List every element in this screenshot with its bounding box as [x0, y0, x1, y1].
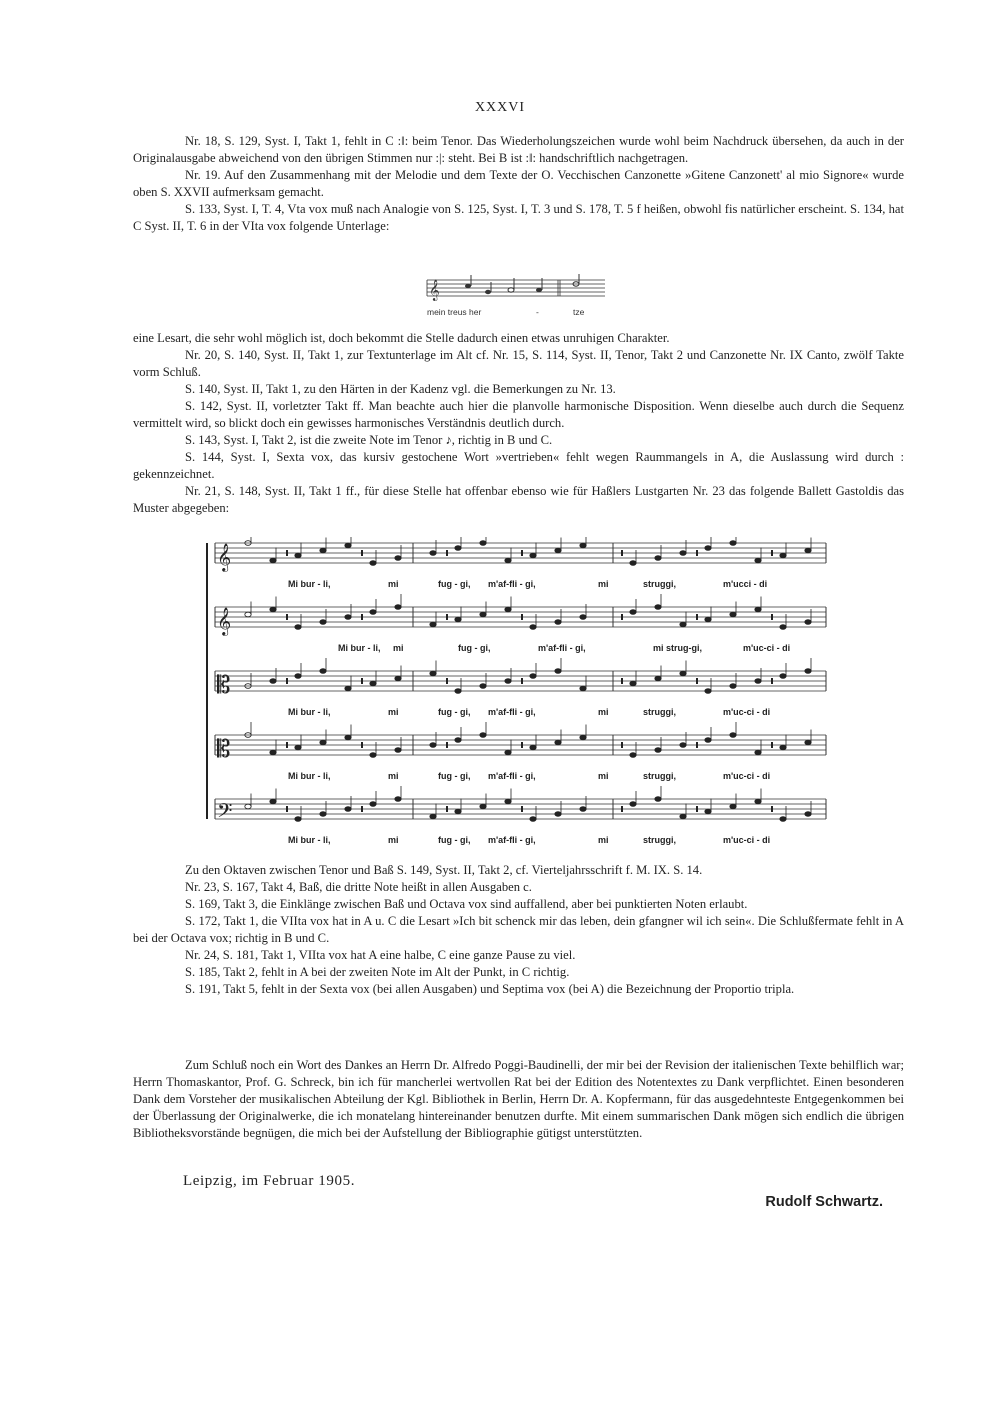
- score-lyric: mi: [388, 579, 399, 589]
- rest-mark: [286, 678, 288, 684]
- rest-mark: [621, 678, 623, 684]
- score-lyric: Mi bur - li,: [288, 835, 331, 845]
- note-paragraph: S. 169, Takt 3, die Einklänge zwischen Baß und Octava vox sind auffallend, aber bei punktierten Noten erlaubt.: [185, 897, 748, 911]
- note-head: [730, 733, 736, 738]
- note-head: [430, 551, 436, 556]
- note-head: [270, 799, 276, 804]
- note-head: [705, 738, 711, 743]
- music-score: [203, 537, 830, 855]
- score-lyric: struggi,: [643, 579, 676, 589]
- note-head: [805, 620, 811, 625]
- note-head: [295, 625, 301, 630]
- rest-mark: [771, 806, 773, 812]
- note-head: [780, 745, 786, 750]
- rest-mark: [621, 614, 623, 620]
- page-number: XXXVI: [474, 100, 526, 115]
- notes-block-2: [133, 330, 904, 517]
- svg-text:mein treus her - tze: [427, 307, 585, 317]
- rest-mark: [696, 614, 698, 620]
- note-head: [480, 612, 486, 617]
- score-lyric: mi: [388, 835, 399, 845]
- note-head: [580, 543, 586, 548]
- score-lyric: m'af-fli - gi,: [488, 707, 536, 717]
- rest-mark: [521, 742, 523, 748]
- note-head: [395, 797, 401, 802]
- clef-icon: 𝄡: [217, 737, 231, 763]
- notes-block-3: [133, 862, 904, 998]
- note-head: [530, 674, 536, 679]
- note-head: [295, 674, 301, 679]
- note-head: [655, 797, 661, 802]
- note-head: [370, 802, 376, 807]
- score-lyric: Mi bur - li,: [338, 643, 381, 653]
- note-head: [430, 671, 436, 676]
- note-head: [630, 610, 636, 615]
- score-lyric: mi: [393, 643, 404, 653]
- rest-mark: [621, 806, 623, 812]
- rest-mark: [696, 678, 698, 684]
- rest-mark: [696, 550, 698, 556]
- note-head: [455, 689, 461, 694]
- note-head: [320, 740, 326, 745]
- rest-mark: [521, 806, 523, 812]
- note-head: [755, 679, 761, 684]
- rest-mark: [696, 806, 698, 812]
- note-head: [805, 812, 811, 817]
- note-head: [805, 740, 811, 745]
- score-lyric: struggi,: [643, 835, 676, 845]
- acknowledgement-paragraph: Zum Schluß noch ein Wort des Dankes an Herrn Dr. Alfredo Poggi-Baudinelli, der mir bei der Revision der italienischen Texte behilflich war; Herrn Thomaskantor, Prof. G. Schreck, bin ich für mancherlei wertvollen Rat bei der Edition des Notentextes zu Dank verpflichtet. Einen besonderen Dank dem Vorsteher der musikalischen Abteilung der Kgl. Bibliothek in Berlin, Herrn Dr. A. Kopfermann, für das ausgedehnteste Entgegenkommen bei der Überlassung der Originalwerke, die ich monatelang hintereinander benutzen durfte. Mit einem summarischen Dank mögen sich endlich die übrigen Bibliotheksvorstände begnügen, die mich bei der Aufstellung der Bibliographie gütigst unterstützten.: [133, 1058, 904, 1140]
- note-head: [555, 812, 561, 817]
- score-lyric: m'ucci - di: [723, 579, 768, 589]
- note-head: [780, 674, 786, 679]
- rest-mark: [771, 614, 773, 620]
- author-signature: Rudolf Schwartz.: [765, 1194, 883, 1210]
- note-head: [320, 812, 326, 817]
- rest-mark: [621, 550, 623, 556]
- music-incipit: [423, 272, 608, 322]
- note-head: [730, 684, 736, 689]
- note-paragraph: S. 144, Syst. I, Sexta vox, das kursiv gestochene Wort »vertrieben« fehlt wegen Raummangels in A, die Auslassung wird durch : gekennzeichnet.: [133, 450, 904, 481]
- note-head: [755, 750, 761, 755]
- incipit-lyric: mein treus her: [427, 307, 482, 317]
- rest-mark: [446, 678, 448, 684]
- rest-mark: [521, 678, 523, 684]
- note-head: [295, 553, 301, 558]
- note-head: [430, 622, 436, 627]
- note-head: [555, 669, 561, 674]
- score-lyric: mi: [598, 835, 609, 845]
- score-lyric: fug - gi,: [438, 771, 471, 781]
- note-paragraph: S. 133, Syst. I, T. 4, Vta vox muß nach Analogie von S. 125, Syst. I, T. 3 und S. 178, T. 5 f heißen, obwohl fis natürlicher erscheint. S. 134, hat C Syst. II, T. 6 in der VIta vox folgende Unterlage:: [133, 202, 904, 233]
- rest-mark: [361, 678, 363, 684]
- note-head: [780, 625, 786, 630]
- note-paragraph: Nr. 18, S. 129, Syst. I, Takt 1, fehlt in C :‖: beim Tenor. Das Wiederholungszeichen wurde wohl beim Nachdruck übersehen, da auch in der Originalausgabe abweichend von den übrigen Stimmen nur :|: steht. Bei B ist :‖: handschriftlich nachgetragen.: [133, 134, 904, 165]
- note-head: [680, 671, 686, 676]
- score-lyric: Mi bur - li,: [288, 579, 331, 589]
- clef-icon: 𝄡: [217, 673, 231, 699]
- note-head: [395, 556, 401, 561]
- score-lyric: Mi bur - li,: [288, 771, 331, 781]
- note-head: [345, 686, 351, 691]
- note-head: [630, 681, 636, 686]
- clef-icon: 𝄢: [217, 801, 233, 827]
- note-head: [455, 617, 461, 622]
- score-lyric: fug - gi,: [458, 643, 491, 653]
- note-paragraph: Nr. 23, S. 167, Takt 4, Baß, die dritte Note heißt in allen Ausgaben c.: [185, 880, 532, 894]
- note-paragraph: S. 172, Takt 1, die VIIta vox hat in A u. C die Lesart »Ich bit schenck mir das leben, dein gfangner wil ich sein«. Die Schlußfermate fehlt in A bei der Octava vox; richtig in B und C.: [133, 914, 904, 945]
- note-head: [505, 799, 511, 804]
- score-lyric: m'af-fli - gi,: [488, 835, 536, 845]
- rest-mark: [361, 550, 363, 556]
- rest-mark: [446, 742, 448, 748]
- note-head: [270, 558, 276, 563]
- note-head: [705, 617, 711, 622]
- rest-mark: [521, 614, 523, 620]
- note-head: [555, 620, 561, 625]
- score-lyric: fug - gi,: [438, 579, 471, 589]
- note-head: [270, 607, 276, 612]
- note-head: [580, 807, 586, 812]
- notes-block-1: [133, 133, 904, 235]
- note-head: [730, 804, 736, 809]
- note-head: [395, 676, 401, 681]
- rest-mark: [361, 614, 363, 620]
- note-head: [430, 814, 436, 819]
- note-head: [480, 684, 486, 689]
- note-head: [530, 625, 536, 630]
- rest-mark: [446, 550, 448, 556]
- note-paragraph: S. 143, Syst. I, Takt 2, ist die zweite Note im Tenor ♪, richtig in B und C.: [185, 433, 553, 447]
- note-head: [320, 669, 326, 674]
- score-lyric: fug - gi,: [438, 835, 471, 845]
- note-head: [345, 543, 351, 548]
- note-head: [455, 546, 461, 551]
- score-lyric: mi strug-gi,: [653, 643, 702, 653]
- note-head: [505, 750, 511, 755]
- note-head: [395, 748, 401, 753]
- note-head: [705, 809, 711, 814]
- treble-clef-icon: 𝄞: [429, 280, 440, 300]
- note-head: [680, 622, 686, 627]
- note-head: [345, 615, 351, 620]
- note-head: [630, 561, 636, 566]
- note-head: [270, 679, 276, 684]
- note-head: [530, 745, 536, 750]
- note-head: [780, 817, 786, 822]
- rest-mark: [446, 614, 448, 620]
- rest-mark: [771, 742, 773, 748]
- note-head: [530, 553, 536, 558]
- note-head: [480, 804, 486, 809]
- incipit-lyric: -: [536, 307, 539, 317]
- note-head: [580, 615, 586, 620]
- note-head: [505, 558, 511, 563]
- rest-mark: [286, 806, 288, 812]
- score-lyric: fug - gi,: [438, 707, 471, 717]
- score-lyric: mi: [388, 771, 399, 781]
- note-paragraph: S. 142, Syst. II, vorletzter Takt ff. Man beachte auch hier die planvolle harmonische Disposition. Wenn dieselbe auch durch die Sequenz vermittelt wird, so blickt doch ein gewisses harmonisches Verständnis deutlich durch.: [133, 399, 904, 430]
- note-head: [655, 556, 661, 561]
- note-head: [655, 676, 661, 681]
- score-lyric: m'af-fli - gi,: [538, 643, 586, 653]
- rest-mark: [286, 550, 288, 556]
- rest-mark: [696, 742, 698, 748]
- note-head: [680, 743, 686, 748]
- note-head: [480, 733, 486, 738]
- score-lyric: struggi,: [643, 771, 676, 781]
- note-paragraph: Nr. 20, S. 140, Syst. II, Takt 1, zur Textunterlage im Alt cf. Nr. 15, S. 114, Syst. II, Tenor, Takt 2 und Canzonette Nr. IX Canto, zwölf Takte vorm Schluß.: [133, 348, 904, 379]
- rest-mark: [771, 678, 773, 684]
- rest-mark: [521, 550, 523, 556]
- note-head: [345, 807, 351, 812]
- score-lyric: m'uc-ci - di: [723, 835, 771, 845]
- note-head: [295, 817, 301, 822]
- note-paragraph: eine Lesart, die sehr wohl möglich ist, doch bekommt die Stelle dadurch einen etwas unruhigen Charakter.: [133, 331, 670, 345]
- clef-icon: 𝄞: [217, 545, 232, 571]
- note-head: [730, 541, 736, 546]
- note-head: [630, 802, 636, 807]
- place-date: Leipzig, im Februar 1905.: [183, 1173, 356, 1189]
- rest-mark: [621, 742, 623, 748]
- score-lyric: m'af-fli - gi,: [488, 771, 536, 781]
- note-head: [245, 612, 251, 617]
- clef-icon: 𝄞: [217, 609, 232, 635]
- rest-mark: [771, 550, 773, 556]
- rest-mark: [286, 614, 288, 620]
- score-lyric: m'uc-ci - di: [743, 643, 791, 653]
- score-lyric: mi: [598, 579, 609, 589]
- note-head: [370, 610, 376, 615]
- note-paragraph: Nr. 24, S. 181, Takt 1, VIIta vox hat A eine halbe, C eine ganze Pause zu viel.: [185, 948, 576, 962]
- note-head: [505, 607, 511, 612]
- incipit-lyric: tze: [573, 307, 585, 317]
- note-head: [805, 669, 811, 674]
- note-head: [705, 546, 711, 551]
- note-head: [455, 738, 461, 743]
- note-head: [245, 804, 251, 809]
- score-lyric: m'af-fli - gi,: [488, 579, 536, 589]
- note-head: [480, 541, 486, 546]
- note-head: [455, 809, 461, 814]
- score-lyric: m'uc-ci - di: [723, 707, 771, 717]
- rest-mark: [361, 742, 363, 748]
- score-lyric: m'uc-ci - di: [723, 771, 771, 781]
- note-head: [630, 753, 636, 758]
- note-head: [430, 743, 436, 748]
- note-head: [370, 561, 376, 566]
- note-paragraph: Zu den Oktaven zwischen Tenor und Baß S. 149, Syst. II, Takt 2, cf. Vierteljahrsschrift f. M. IX. S. 14.: [185, 863, 703, 877]
- score-lyric: struggi,: [643, 707, 676, 717]
- note-head: [705, 689, 711, 694]
- note-paragraph: S. 191, Takt 5, fehlt in der Sexta vox (bei allen Ausgaben) und Septima vox (bei A) die Bezeichnung der Proportio tripla.: [185, 982, 795, 996]
- note-head: [755, 607, 761, 612]
- note-head: [320, 548, 326, 553]
- score-lyric: mi: [598, 707, 609, 717]
- acknowledgement-block: [133, 1057, 904, 1142]
- note-head: [295, 745, 301, 750]
- note-head: [730, 612, 736, 617]
- note-head: [655, 748, 661, 753]
- rest-mark: [446, 806, 448, 812]
- note-paragraph: S. 185, Takt 2, fehlt in A bei der zweiten Note im Alt der Punkt, in C richtig.: [185, 965, 570, 979]
- note-head: [555, 548, 561, 553]
- note-head: [530, 817, 536, 822]
- note-paragraph: S. 140, Syst. II, Takt 1, zu den Härten in der Kadenz vgl. die Bemerkungen zu Nr. 13.: [185, 382, 616, 396]
- note-head: [680, 551, 686, 556]
- note-head: [395, 605, 401, 610]
- note-head: [805, 548, 811, 553]
- note-head: [270, 750, 276, 755]
- note-head: [755, 799, 761, 804]
- note-paragraph: Nr. 21, S. 148, Syst. II, Takt 1 ff., für diese Stelle hat offenbar ebenso wie für Haßlers Lustgarten Nr. 23 das folgende Ballett Gastoldis das Muster abgegeben:: [133, 484, 904, 515]
- score-lyric: mi: [388, 707, 399, 717]
- rest-mark: [286, 742, 288, 748]
- rest-mark: [361, 806, 363, 812]
- note-head: [505, 679, 511, 684]
- note-head: [370, 753, 376, 758]
- note-head: [780, 553, 786, 558]
- note-paragraph: Nr. 19. Auf den Zusammenhang mit der Melodie und dem Texte der O. Vecchischen Canzonette »Gitene Canzonett' al mio Signore« wurde oben S. XXVII aufmerksam gemacht.: [133, 168, 904, 199]
- note-head: [655, 605, 661, 610]
- note-head: [755, 558, 761, 563]
- note-head: [345, 735, 351, 740]
- note-head: [680, 814, 686, 819]
- note-head: [370, 681, 376, 686]
- note-head: [580, 735, 586, 740]
- note-head: [555, 740, 561, 745]
- score-lyric: mi: [598, 771, 609, 781]
- score-lyric: Mi bur - li,: [288, 707, 331, 717]
- note-head: [580, 686, 586, 691]
- note-head: [320, 620, 326, 625]
